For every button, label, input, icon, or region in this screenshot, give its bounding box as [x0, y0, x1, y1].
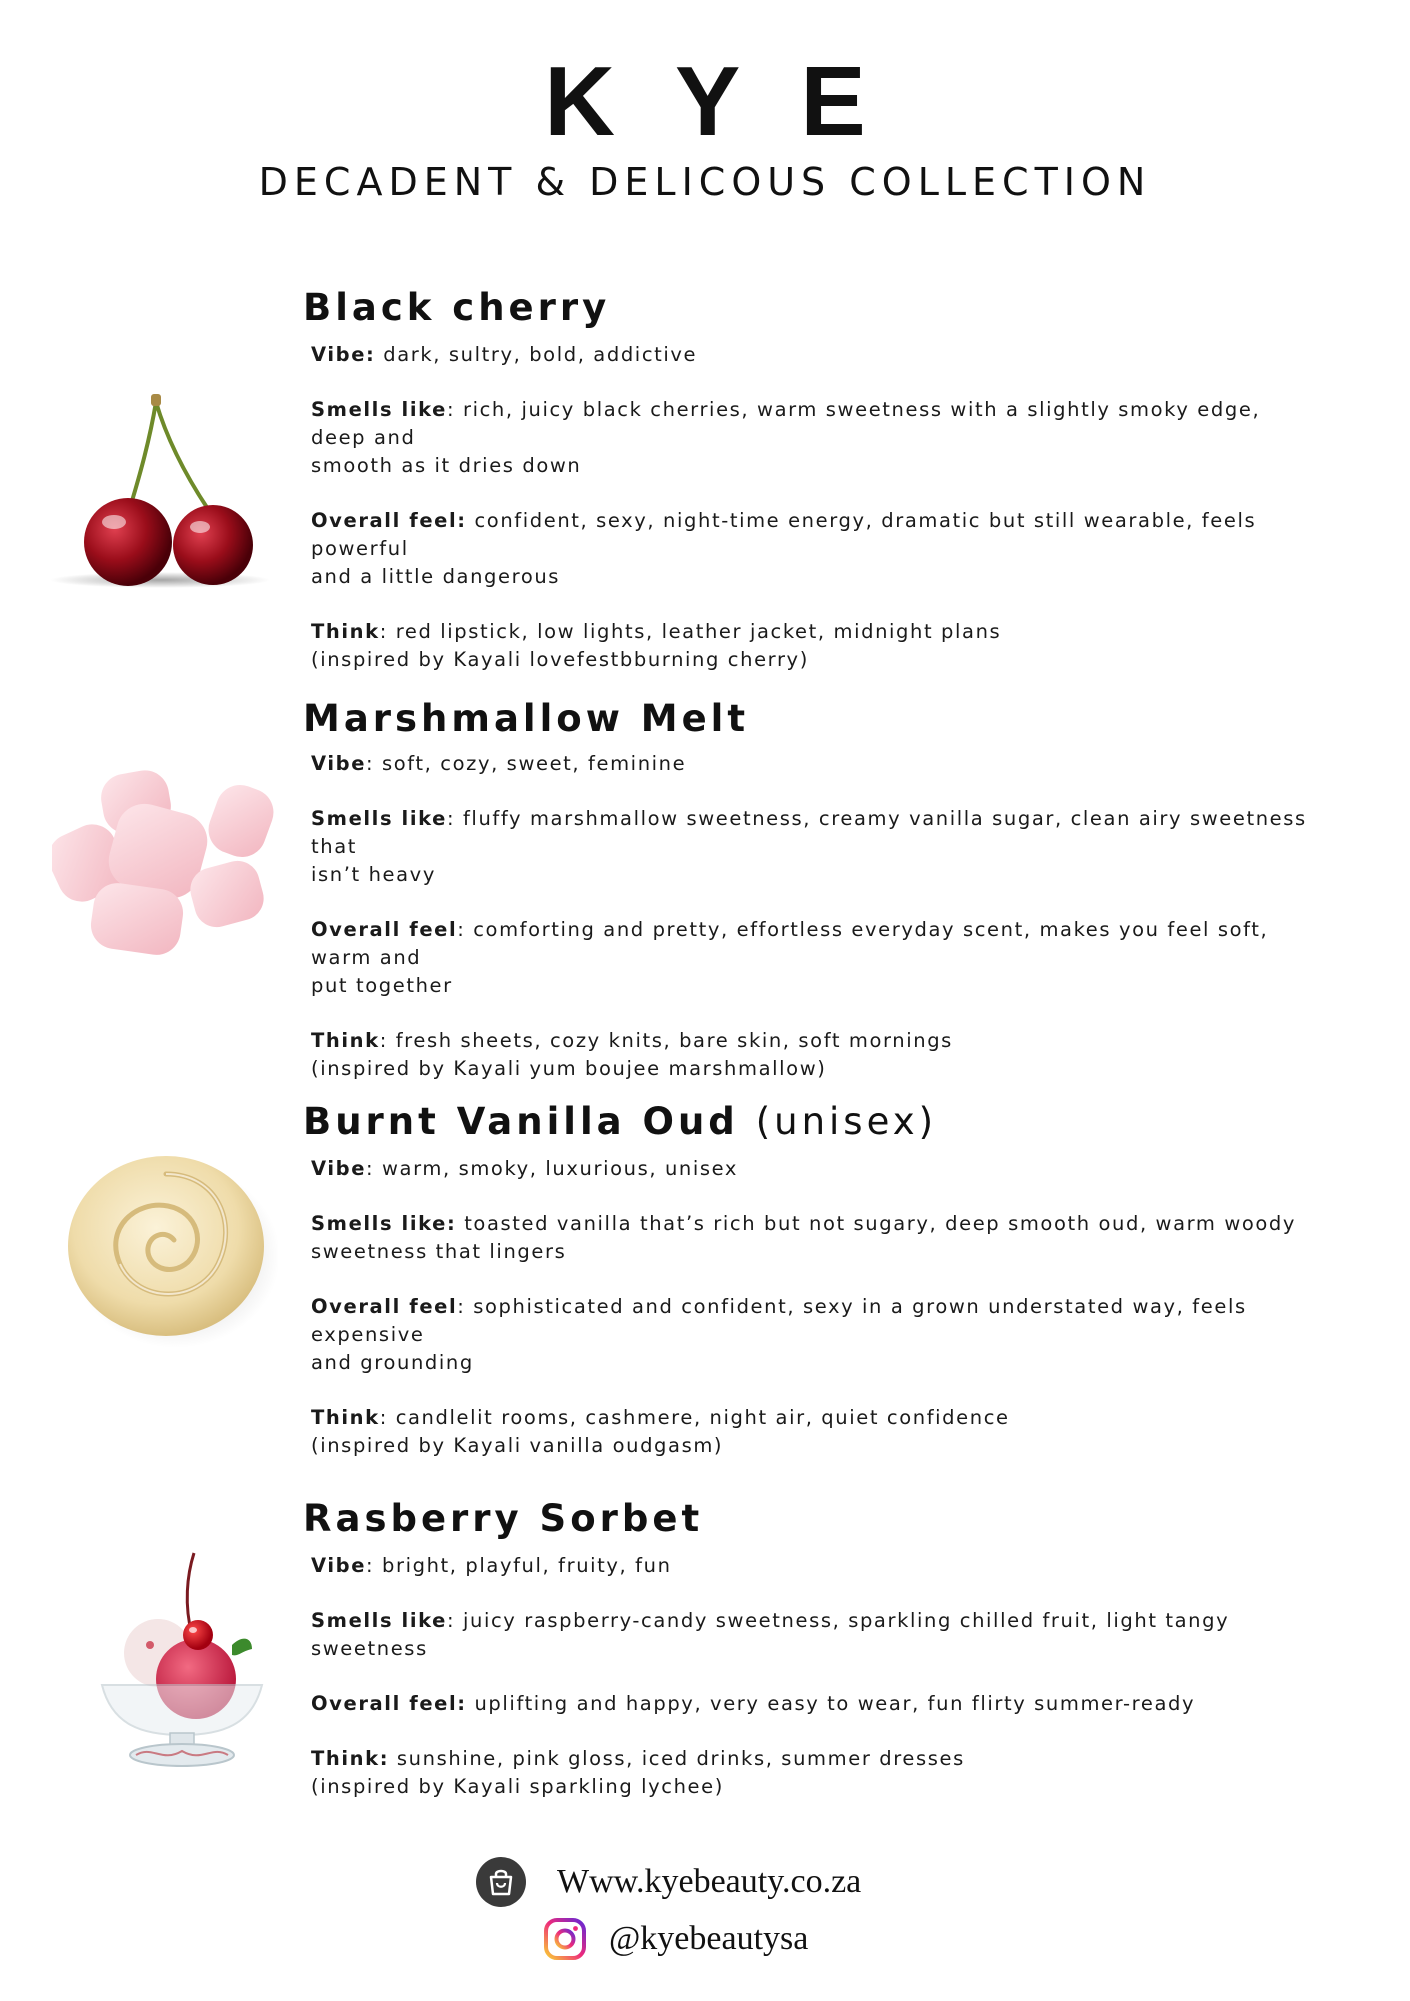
- marshmallows-icon: [52, 768, 282, 958]
- instagram-handle[interactable]: @kyebeautysa: [609, 1920, 809, 1957]
- brand-logo: KYE: [544, 46, 926, 156]
- vanilla-cream-swirl-icon: [58, 1144, 278, 1354]
- product-details: [311, 750, 1311, 1083]
- overall-feel-line: Overall feel: confident, sexy, night-time energy, dramatic but still wearable, feels powerful: [311, 509, 1257, 560]
- vibe-line: Vibe: bright, playful, fruity, fun: [311, 1554, 672, 1577]
- overall-feel-continuation: and a little dangerous: [311, 565, 561, 588]
- think-line: Think: fresh sheets, cozy knits, bare skin, soft mornings: [311, 1029, 953, 1052]
- smells-like-line: Smells like: toasted vanilla that’s rich but not sugary, deep smooth oud, warm woody: [311, 1212, 1297, 1235]
- instagram-icon: [543, 1917, 587, 1961]
- inspired-by-line: (inspired by Kayali lovefestbburning cherry): [311, 648, 809, 671]
- smells-like-line: Smells like: juicy raspberry-candy sweetness, sparkling chilled fruit, light tangy sweetness: [311, 1609, 1230, 1660]
- inspired-by-line: (inspired by Kayali sparkling lychee): [311, 1775, 724, 1798]
- smells-like-line: Smells like: rich, juicy black cherries, warm sweetness with a slightly smoky edge, deep and: [311, 398, 1261, 449]
- overall-feel-line: Overall feel: sophisticated and confident, sexy in a grown understated way, feels expensive: [311, 1295, 1247, 1346]
- collection-subtitle: DECADENT & DELICOUS COLLECTION: [258, 160, 1152, 204]
- smells-like-continuation: isn’t heavy: [311, 863, 436, 886]
- think-line: Think: candlelit rooms, cashmere, night air, quiet confidence: [311, 1406, 1010, 1429]
- think-line: Think: sunshine, pink gloss, iced drinks, summer dresses: [311, 1747, 965, 1770]
- overall-feel-continuation: put together: [311, 974, 453, 997]
- vibe-line: Vibe: soft, cozy, sweet, feminine: [311, 752, 687, 775]
- product-title: [303, 1100, 937, 1143]
- smells-like-continuation: smooth as it dries down: [311, 454, 582, 477]
- inspired-by-line: (inspired by Kayali yum boujee marshmallow): [311, 1057, 827, 1080]
- cherries-icon: [30, 390, 270, 590]
- shopping-bag-icon: [475, 1856, 527, 1908]
- overall-feel-line: Overall feel: uplifting and happy, very easy to wear, fun flirty summer-ready: [311, 1692, 1196, 1715]
- think-line: Think: red lipstick, low lights, leather jacket, midnight plans: [311, 620, 1002, 643]
- product-details: [311, 1155, 1311, 1460]
- overall-feel-line: Overall feel: comforting and pretty, effortless everyday scent, makes you feel soft, warm and: [311, 918, 1269, 969]
- product-title: Black cherry: [303, 286, 611, 329]
- smells-like-line: Smells like: fluffy marshmallow sweetness, creamy vanilla sugar, clean airy sweetness that: [311, 807, 1307, 858]
- product-details: [311, 341, 1311, 674]
- product-name-suffix: (unisex): [755, 1100, 938, 1143]
- smells-like-continuation: sweetness that lingers: [311, 1240, 567, 1263]
- product-name: Burnt Vanilla Oud: [303, 1100, 739, 1143]
- inspired-by-line: (inspired by Kayali vanilla oudgasm): [311, 1434, 724, 1457]
- vibe-line: Vibe: dark, sultry, bold, addictive: [311, 343, 698, 366]
- website-link[interactable]: Www.kyebeauty.co.za: [557, 1863, 862, 1900]
- product-details: [311, 1552, 1311, 1801]
- sorbet-cup-icon: [92, 1545, 272, 1770]
- overall-feel-continuation: and grounding: [311, 1351, 474, 1374]
- product-title: Marshmallow Melt: [303, 697, 750, 740]
- vibe-line: Vibe: warm, smoky, luxurious, unisex: [311, 1157, 739, 1180]
- instagram-row[interactable]: [543, 1917, 808, 1961]
- product-title: Rasberry Sorbet: [303, 1497, 704, 1540]
- website-row[interactable]: [475, 1856, 861, 1908]
